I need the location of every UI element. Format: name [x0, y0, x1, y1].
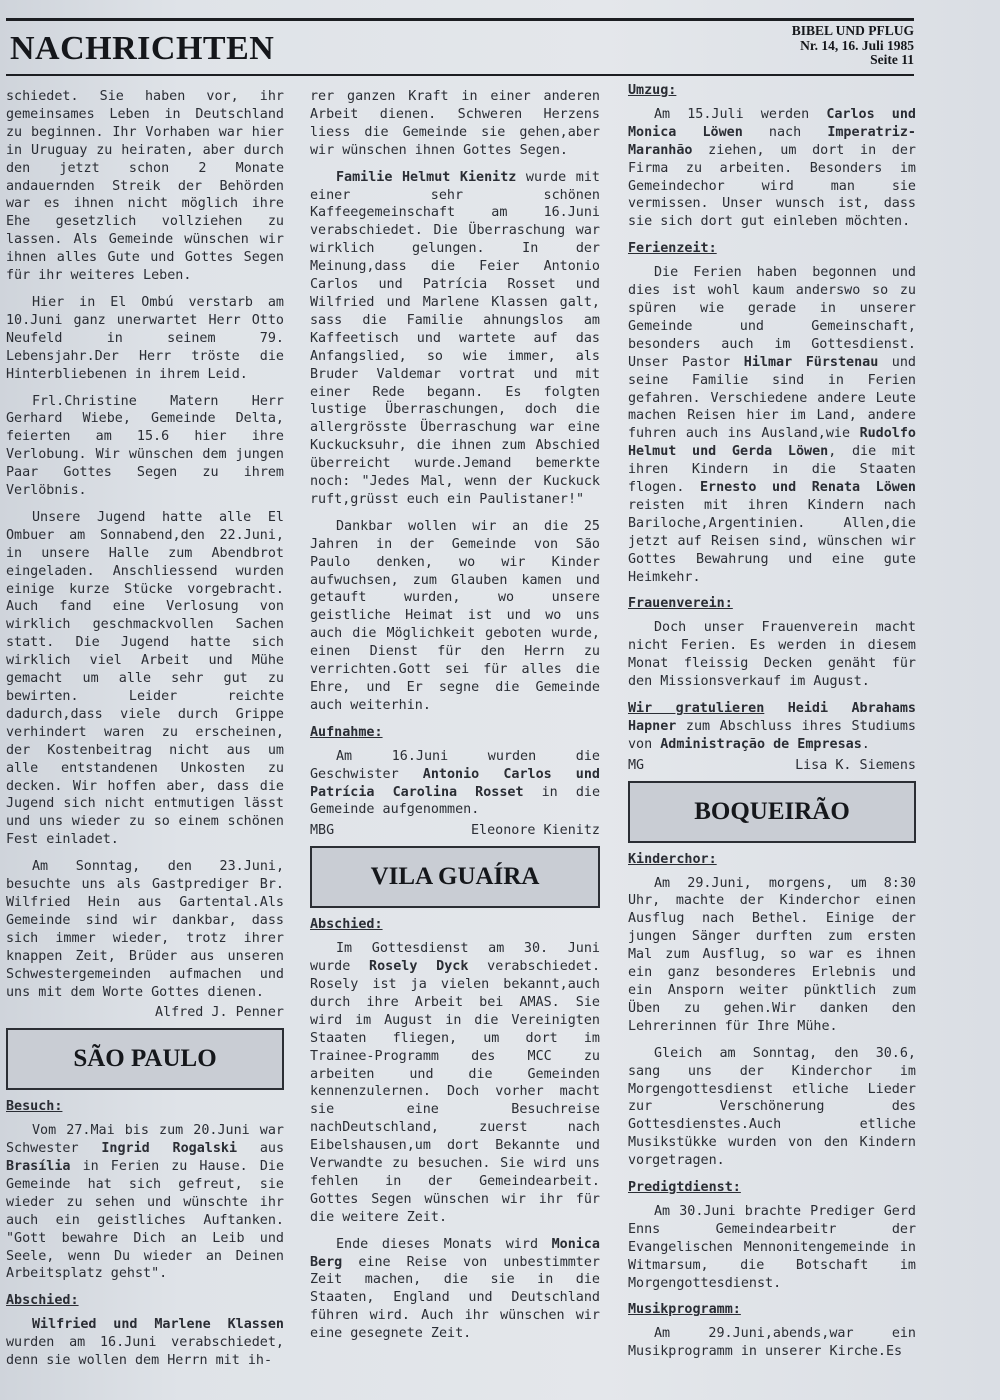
article-text: Dankbar wollen wir an die 25 Jahren in der Gemeinde von São Paulo denken, wo wir Kinder aufwuchsen, zum Glauben kamen und getauft wurden, wo unsere geistliche Heimat ist und wo uns auch die Möglichkeit geboten wurde, einen Dienst für den Herrn zu verrichten.Gott sei für alles die Ehre, und Er segne die Gemeinde auch weiterhin. [310, 518, 600, 713]
section-heading: Predigtdienst: [628, 1180, 741, 1196]
article-text: Die Ferien haben begonnen und dies ist wohl kaum anderswo so zu spüren wie gerade in unserer Gemeinde und Gemeinschaft, besonders auch im Gottesdienst. Unser Pastor Hilmar Fürstenau und seine Familie sind in Ferien gefahren. Verschiedene andere Leute machen Reisen hier im Land, andere fuhren auch ins Ausland,wie Rudolfo Helmut und Gerda Löwen, die mit ihren Kindern in die Staaten flogen. Ernesto und Renata Löwen reisten mit ihren Kindern nach Bariloche,Argentinien. Allen,die jetzt auf Reisen sind, wünschen wir Gottes Bewahrung und eine gute Heimkehr. [628, 265, 916, 585]
article-text: Unsere Jugend hatte alle El Ombuer am Sonnabend,den 22.Juni, in unsere Halle zum Abendbrot eingeladen. Anschliessend wurden einige kurze Stücke vorgebracht. Auch fand eine Verlosung von wirklich geschmackvollen Sachen statt. Die Jugend hatte sich wirklich viel Arbeit und Mühe gemacht um alle sehr gut zu bewirten. Leider reichte dadurch,dass viele durch Grippe verhindert waren zu erscheinen, der Kostenbeitrag nicht aus um alle entstandenen Unkosten zu decken. Wir hoffen aber, dass die Jugend sich nicht entmutigen lässt und uns wieder zu so einem schönen Fest einladet. [6, 509, 284, 848]
article-text: Doch unser Frauenverein macht nicht Ferien. Es werden in diesem Monat fleissig Decken genäht für den Missionsverkauf im August. [628, 620, 916, 690]
church-abbrev: MBG [310, 823, 335, 839]
top-rule [6, 18, 914, 21]
article-text: Gleich am Sonntag, den 30.6, sang uns der Kinderchor im Morgengottesdienst etliche Lieder zur Verschönerung des Gottesdienstes.Auch etliche Musikstükke wurden von den Kindern vorgetragen. [628, 1045, 916, 1169]
page-title: NACHRICHTEN [10, 30, 275, 67]
section-heading: Abschied: [310, 917, 383, 933]
section-heading: Frauenverein: [628, 596, 733, 612]
section-heading: Ferienzeit: [628, 241, 717, 257]
section-box-boqueirao: BOQUEIRÃO [628, 781, 916, 843]
section-heading: Besuch: [6, 1099, 63, 1115]
column-2 [310, 88, 600, 1352]
publication-name: BIBEL UND PFLUG [791, 23, 914, 38]
column-1 [6, 88, 284, 1379]
section-box-vila-guaira: VILA GUAÍRA [310, 846, 600, 908]
article-text: Am 29.Juni, morgens, um 8:30 Uhr, machte der Kinderchor einen Ausflug nach Bethel. Einige der jungen Sänger durften zum ersten Mal zum Ausflug, so war es ihnen ein ganz besonderes Erlebnis und ein Ansporn weiter pünktlich zum Üben zu gehen.Wir danken den Lehrerinnen für Ihre Mühe. [628, 875, 916, 1034]
article-text: Ende dieses Monats wird Monica Berg eine Reise von unbestimmter Zeit machen, die sie in die Staaten, England und Deutschland führen wird. Auch ihr wünschen wir eine gesegnete Zeit. [310, 1236, 600, 1342]
article-text: Am 29.Juni,abends,war ein Musikprogramm in unserer Kirche.Es [628, 1326, 916, 1360]
publication-info [792, 24, 914, 68]
author-name: Lisa K. Siemens [795, 757, 916, 773]
author-signature [310, 822, 600, 840]
article-text: Am Sonntag, den 23.Juni, besuchte uns als Gastprediger Br. Wilfried Hein aus Gartental.Als Gemeinde sind wir dankbar, dass sich immer wieder, trotz ihrer knappen Zeit, Brüder aus unseren Schwestergemeinden aufmachen und uns mit dem Worte Gottes dienen. [6, 859, 284, 1000]
article-text: Am 15.Juli werden Carlos und Monica Löwen nach Imperatriz-Maranhão ziehen, um dort in der Firma zu arbeiten. Besonders im Gemeindechor wird man sie vermissen. Unser wunsch ist, dass sie sich dort gut einleben möchten. [628, 106, 916, 230]
article-text: Im Gottesdienst am 30. Juni wurde Rosely Dyck verabschiedet. Rosely ist ja vielen bekannt,auch durch ihre Arbeit bei AMAS. Sie wird im August in die Vereinigten Staaten fliegen, um dort im Trainee-Programm des MCC zu arbeiten und die Gemeinden kennenzulernen. Doch vorher macht sie eine Besuchreise nachDeutschland, zuerst nach Eibelshausen,um dort Bekannte und Verwandte zu besuchen. Sie wird uns fehlen in der Gemeindearbeit. Gottes Segen wünschen wir ihr für die weitere Zeit. [310, 941, 601, 1225]
article-text: Frl.Christine Matern Herr Gerhard Wiebe, Gemeinde Delta, feierten am 15.6 hier ihre Verlobung. Wir wünschen dem jungen Paar Gottes Segen zu ihrem Verlöbnis. [6, 393, 284, 499]
church-abbrev: MG [628, 757, 645, 773]
section-heading: Kinderchor: [628, 851, 717, 867]
section-heading: Aufnahme: [310, 724, 383, 740]
section-heading: Musikprogramm: [628, 1302, 741, 1318]
article-text: Vom 27.Mai bis zum 20.Juni war Schwester Ingrid Rogalski aus Brasília in Ferien zu Hause. Die Gemeinde hat sich gefreut, sie wieder zu sehen und wünschte ihr auch ein geistliches Auftanken. "Gott bewahre Dich an Leib und Seele, wenn Du wieder an Deinen Arbeitsplatz gehst". [6, 1123, 285, 1282]
column-3 [628, 83, 916, 1370]
article-text: Familie Helmut Kienitz wurde mit einer sehr schönen Kaffeegemeinschaft am 16.Juni verabschiedet. Die Überraschung war wirklich gelungen. In der Meinung,dass die Feier Antonio Carlos und Patrícia Rosset und Wilfried und Marlene Klassen galt, sass die Familie ahnungslos am Kaffeetisch und wartete auf das Anfangslied, so wie immer, als Bruder Valdemar vortrat und mit einer Rede begann. Es folgten lustige Überraschungen, doch die allergrösste Überraschung war eine Kuckucksuhr, die ihnen zum Abschied überreicht wurde.Jemand bemerkte noch: "Jedes Mal, wenn der Kuckuck ruft,grüsst euch ein Paulistaner!" [310, 169, 600, 507]
article-text: Hier in El Ombú verstarb am 10.Juni ganz unerwartet Herr Otto Neufeld in seinem 79. Lebensjahr.Der Herr tröste die Hinterbliebenen in ihrem Leid. [6, 294, 284, 382]
author-name: Eleonore Kienitz [471, 823, 600, 839]
article-text: Am 30.Juni brachte Prediger Gerd Enns Gemeindearbeitr der Evangelischen Mennonitengemeinde in Witmarsum, die Botschaft im Morgengottesdienst. [628, 1203, 916, 1291]
article-text: Wir gratulieren Heidi Abrahams Hapner zum Abschluss ihres Studiums von Administração de Empresas. [628, 701, 916, 752]
section-heading: Umzug: [628, 83, 677, 98]
article-text: schiedet. Sie haben vor, ihr gemeinsames Leben in Deutschland zu beginnen. Ihr Vorhaben war hier in Uruguay zu heiraten, aber durch den jetzt schon 2 Monate andauernden Streik der Behörden war es ihnen nicht möglich ihre Ehe gesetzlich vollziehen zu lassen. Als Gemeinde wünschen wir ihnen alles Gute und Gottes Segen für ihr weiteres Leben. [6, 89, 284, 284]
article-text: Wilfried und Marlene Klassen wurden am 16.Juni verabschiedet, denn sie wollen dem Herrn mit ih- [6, 1317, 284, 1369]
author-signature: Alfred J. Penner [155, 1005, 284, 1021]
section-box-sao-paulo: SÃO PAULO [6, 1028, 284, 1090]
author-signature [628, 757, 916, 775]
section-heading: Abschied: [6, 1293, 79, 1309]
masthead-rule [6, 74, 914, 76]
page-number: Seite 11 [870, 52, 914, 67]
article-text: rer ganzen Kraft in einer anderen Arbeit dienen. Schweren Herzens liess die Gemeinde sie gehen,aber wir wünschen ihnen Gottes Segen. [310, 89, 600, 158]
article-text: Am 16.Juni wurden die Geschwister Antonio Carlos und Patrícia Carolina Rosset in die Gemeinde aufgenommen. [310, 748, 601, 818]
issue-date: Nr. 14, 16. Juli 1985 [800, 37, 914, 53]
